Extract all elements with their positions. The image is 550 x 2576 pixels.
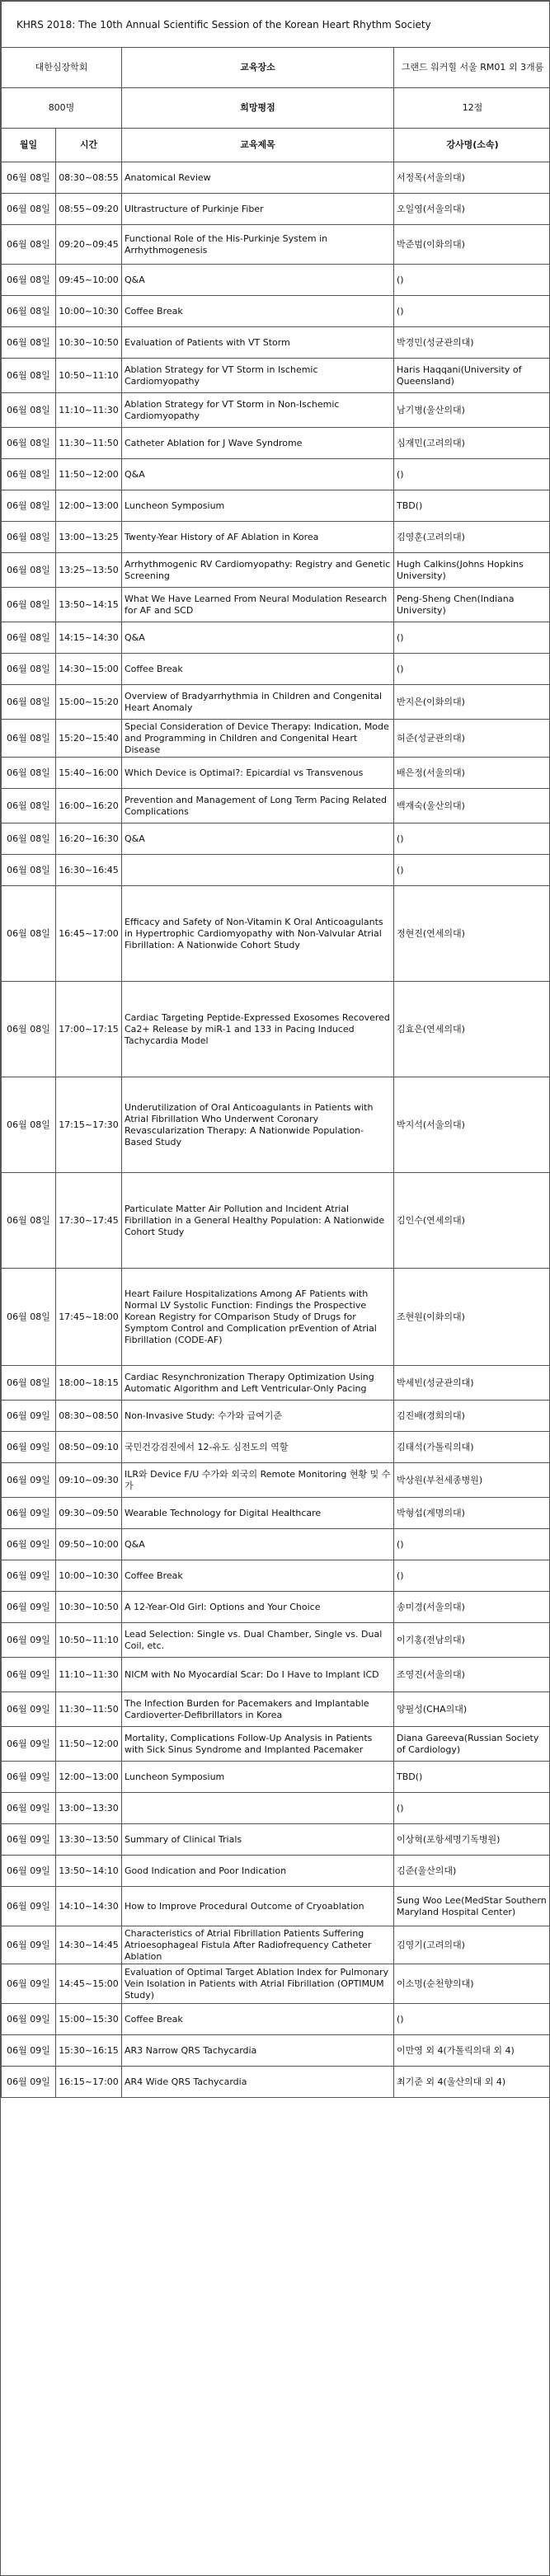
table-row bbox=[2, 1560, 550, 1592]
table-row bbox=[2, 1793, 550, 1824]
row-title: Mortality, Complications Follow-Up Analysis in Patients with Sick Sinus Syndrome and Implanted Pacemaker bbox=[122, 1727, 394, 1762]
row-date: 06월 08일 bbox=[2, 588, 56, 622]
table-row bbox=[2, 1658, 550, 1692]
row-title: Evaluation of Optimal Target Ablation Index for Pulmonary Vein Isolation in Patients with Atrial Fibrillation (OPTIMUM Study) bbox=[122, 1964, 394, 2004]
row-time: 16:30~16:45 bbox=[56, 855, 122, 886]
table-row bbox=[2, 522, 550, 553]
row-title: Overview of Bradyarrhythmia in Children and Congenital Heart Anomaly bbox=[122, 685, 394, 720]
row-time: 10:30~10:50 bbox=[56, 327, 122, 359]
table-row bbox=[2, 1077, 550, 1173]
row-title: Cardiac Resynchronization Therapy Optimization Using Automatic Algorithm and Left Ventricular-Only Pacing bbox=[122, 1366, 394, 1401]
table-row bbox=[2, 428, 550, 459]
row-speaker: () bbox=[394, 1529, 550, 1560]
row-date: 06월 09일 bbox=[2, 2067, 56, 2098]
table-row bbox=[2, 162, 550, 194]
row-speaker: 서정목(서울의대) bbox=[394, 162, 550, 194]
row-title: Lead Selection: Single vs. Dual Chamber, Single vs. Dual Coil, etc. bbox=[122, 1623, 394, 1658]
table-row bbox=[2, 1173, 550, 1269]
row-speaker: 박상원(부천세종병원) bbox=[394, 1463, 550, 1498]
row-date: 06월 09일 bbox=[2, 1592, 56, 1623]
table-row bbox=[2, 2067, 550, 2098]
row-date: 06월 08일 bbox=[2, 685, 56, 720]
row-time: 14:10~14:30 bbox=[56, 1887, 122, 1926]
row-date: 06월 08일 bbox=[2, 490, 56, 522]
row-time: 16:20~16:30 bbox=[56, 823, 122, 855]
table-row bbox=[2, 1887, 550, 1926]
row-title bbox=[122, 855, 394, 886]
row-speaker: 이상혁(포항세명기독병원) bbox=[394, 1824, 550, 1856]
row-date: 06월 08일 bbox=[2, 522, 56, 553]
table-row bbox=[2, 855, 550, 886]
row-speaker: () bbox=[394, 296, 550, 327]
row-speaker: 허준(성균관의대) bbox=[394, 720, 550, 758]
row-date: 06월 09일 bbox=[2, 1762, 56, 1793]
table-row bbox=[2, 622, 550, 654]
row-date: 06월 09일 bbox=[2, 2004, 56, 2035]
table-row bbox=[2, 490, 550, 522]
row-date: 06월 08일 bbox=[2, 296, 56, 327]
row-date: 06월 08일 bbox=[2, 654, 56, 685]
row-speaker: () bbox=[394, 265, 550, 296]
row-date: 06월 08일 bbox=[2, 982, 56, 1077]
row-speaker: 이기홍(전남의대) bbox=[394, 1623, 550, 1658]
row-date: 06월 08일 bbox=[2, 265, 56, 296]
row-date: 06월 08일 bbox=[2, 459, 56, 490]
table-row bbox=[2, 393, 550, 428]
table-row bbox=[2, 296, 550, 327]
row-time: 11:10~11:30 bbox=[56, 393, 122, 428]
row-speaker: () bbox=[394, 654, 550, 685]
row-title: Special Consideration of Device Therapy: Indication, Mode and Programming in Children and Congenital Heart Disease bbox=[122, 720, 394, 758]
row-title: Q&A bbox=[122, 1529, 394, 1560]
row-title: Anatomical Review bbox=[122, 162, 394, 194]
row-title: Functional Role of the His-Purkinje System in Arrhythmogenesis bbox=[122, 225, 394, 265]
row-time: 16:45~17:00 bbox=[56, 886, 122, 982]
row-speaker: () bbox=[394, 459, 550, 490]
row-title: Coffee Break bbox=[122, 1560, 394, 1592]
row-speaker: 남기병(울산의대) bbox=[394, 393, 550, 428]
row-speaker: () bbox=[394, 2004, 550, 2035]
row-time: 17:15~17:30 bbox=[56, 1077, 122, 1173]
row-time: 13:50~14:10 bbox=[56, 1856, 122, 1887]
row-time: 15:00~15:20 bbox=[56, 685, 122, 720]
row-time: 14:30~15:00 bbox=[56, 654, 122, 685]
row-time: 18:00~18:15 bbox=[56, 1366, 122, 1401]
row-speaker: 양필성(CHA의대) bbox=[394, 1692, 550, 1727]
row-time: 12:00~13:00 bbox=[56, 490, 122, 522]
row-title: Ultrastructure of Purkinje Fiber bbox=[122, 194, 394, 225]
row-time: 08:50~09:10 bbox=[56, 1432, 122, 1463]
table-row bbox=[2, 225, 550, 265]
table-row bbox=[2, 823, 550, 855]
table-row bbox=[2, 359, 550, 393]
table-row bbox=[2, 654, 550, 685]
table-row bbox=[2, 685, 550, 720]
event-title: KHRS 2018: The 10th Annual Scientific Session of the Korean Heart Rhythm Society bbox=[2, 2, 550, 48]
row-speaker: () bbox=[394, 1793, 550, 1824]
row-date: 06월 08일 bbox=[2, 1077, 56, 1173]
row-speaker: Diana Gareeva(Russian Society of Cardiology) bbox=[394, 1727, 550, 1762]
row-speaker: 심재민(고려의대) bbox=[394, 428, 550, 459]
row-time: 14:45~15:00 bbox=[56, 1964, 122, 2004]
row-speaker: 송미경(서울의대) bbox=[394, 1592, 550, 1623]
table-row bbox=[2, 1592, 550, 1623]
col-time: 시간 bbox=[56, 129, 122, 162]
table-row bbox=[2, 1856, 550, 1887]
row-speaker: TBD() bbox=[394, 490, 550, 522]
row-date: 06월 09일 bbox=[2, 1727, 56, 1762]
row-title: Twenty-Year History of AF Ablation in Korea bbox=[122, 522, 394, 553]
row-title: Good Indication and Poor Indication bbox=[122, 1856, 394, 1887]
row-speaker: 김효은(연세의대) bbox=[394, 982, 550, 1077]
row-date: 06월 08일 bbox=[2, 162, 56, 194]
venue-label: 교육장소 bbox=[122, 48, 394, 88]
row-date: 06월 08일 bbox=[2, 886, 56, 982]
row-time: 15:20~15:40 bbox=[56, 720, 122, 758]
row-date: 06월 08일 bbox=[2, 855, 56, 886]
row-time: 14:30~14:45 bbox=[56, 1926, 122, 1964]
row-speaker: Hugh Calkins(Johns Hopkins University) bbox=[394, 553, 550, 588]
row-time: 13:25~13:50 bbox=[56, 553, 122, 588]
row-time: 13:00~13:30 bbox=[56, 1793, 122, 1824]
table-row bbox=[2, 1762, 550, 1793]
row-title bbox=[122, 1793, 394, 1824]
title-row bbox=[2, 2, 550, 48]
row-time: 10:30~10:50 bbox=[56, 1592, 122, 1623]
row-date: 06월 08일 bbox=[2, 622, 56, 654]
row-date: 06월 08일 bbox=[2, 194, 56, 225]
row-time: 16:00~16:20 bbox=[56, 789, 122, 823]
row-date: 06월 09일 bbox=[2, 1887, 56, 1926]
row-time: 17:00~17:15 bbox=[56, 982, 122, 1077]
table-row bbox=[2, 459, 550, 490]
row-speaker: 백재숙(울산의대) bbox=[394, 789, 550, 823]
row-date: 06월 09일 bbox=[2, 1824, 56, 1856]
row-title: How to Improve Procedural Outcome of Cryoablation bbox=[122, 1887, 394, 1926]
row-time: 17:45~18:00 bbox=[56, 1269, 122, 1366]
table-row bbox=[2, 720, 550, 758]
row-speaker: 박지석(서울의대) bbox=[394, 1077, 550, 1173]
row-speaker: Haris Haqqani(University of Queensland) bbox=[394, 359, 550, 393]
row-date: 06월 09일 bbox=[2, 2035, 56, 2067]
row-time: 15:30~16:15 bbox=[56, 2035, 122, 2067]
col-title: 교육제목 bbox=[122, 129, 394, 162]
table-row bbox=[2, 1366, 550, 1401]
row-date: 06월 09일 bbox=[2, 1926, 56, 1964]
row-title: Catheter Ablation for J Wave Syndrome bbox=[122, 428, 394, 459]
table-row bbox=[2, 1824, 550, 1856]
row-date: 06월 08일 bbox=[2, 393, 56, 428]
row-title: The Infection Burden for Pacemakers and Implantable Cardioverter-Defibrillators in Korea bbox=[122, 1692, 394, 1727]
row-speaker: 이소명(순천향의대) bbox=[394, 1964, 550, 2004]
row-title: ILR와 Device F/U 수가와 외국의 Remote Monitoring 현황 및 수가 bbox=[122, 1463, 394, 1498]
row-speaker: 김인수(연세의대) bbox=[394, 1173, 550, 1269]
row-time: 08:30~08:55 bbox=[56, 162, 122, 194]
row-title: What We Have Learned From Neural Modulation Research for AF and SCD bbox=[122, 588, 394, 622]
info-row-venue bbox=[2, 48, 550, 88]
row-date: 06월 08일 bbox=[2, 327, 56, 359]
row-date: 06월 08일 bbox=[2, 1173, 56, 1269]
row-title: Coffee Break bbox=[122, 296, 394, 327]
col-date: 월일 bbox=[2, 129, 56, 162]
row-title: Non-Invasive Study: 수가와 급여기준 bbox=[122, 1401, 394, 1432]
row-date: 06월 09일 bbox=[2, 1560, 56, 1592]
row-title: Heart Failure Hospitalizations Among AF Patients with Normal LV Systolic Function: Findings the Prospective Korean Registry for COmparison Study of Drugs for Symptom Control and Complication prEvention of Atrial Fibrillation (CODE-AF) bbox=[122, 1269, 394, 1366]
row-title: Luncheon Symposium bbox=[122, 1762, 394, 1793]
row-date: 06월 09일 bbox=[2, 1432, 56, 1463]
table-row bbox=[2, 1498, 550, 1529]
table-row bbox=[2, 194, 550, 225]
row-date: 06월 08일 bbox=[2, 823, 56, 855]
row-speaker: 김영기(고려의대) bbox=[394, 1926, 550, 1964]
row-title: Ablation Strategy for VT Storm in Ischemic Cardiomyopathy bbox=[122, 359, 394, 393]
row-time: 09:20~09:45 bbox=[56, 225, 122, 265]
row-title: Underutilization of Oral Anticoagulants in Patients with Atrial Fibrillation Who Underwent Coronary Revascularization Therapy: A Nationwide Population-Based Study bbox=[122, 1077, 394, 1173]
table-row bbox=[2, 265, 550, 296]
row-time: 13:50~14:15 bbox=[56, 588, 122, 622]
row-speaker: () bbox=[394, 1560, 550, 1592]
row-title: Luncheon Symposium bbox=[122, 490, 394, 522]
row-speaker: 이만영 외 4(가톨릭의대 외 4) bbox=[394, 2035, 550, 2067]
row-title: Q&A bbox=[122, 622, 394, 654]
row-title: NICM with No Myocardial Scar: Do I Have to Implant ICD bbox=[122, 1658, 394, 1692]
row-title: 국민건강검진에서 12-유도 심전도의 역할 bbox=[122, 1432, 394, 1463]
column-header-row bbox=[2, 129, 550, 162]
table-row bbox=[2, 1692, 550, 1727]
row-date: 06월 08일 bbox=[2, 553, 56, 588]
table-row bbox=[2, 2035, 550, 2067]
points-label: 희망평점 bbox=[122, 88, 394, 129]
row-time: 14:15~14:30 bbox=[56, 622, 122, 654]
row-time: 10:50~11:10 bbox=[56, 1623, 122, 1658]
row-date: 06월 09일 bbox=[2, 1964, 56, 2004]
row-title: AR4 Wide QRS Tachycardia bbox=[122, 2067, 394, 2098]
row-speaker: () bbox=[394, 622, 550, 654]
table-row bbox=[2, 588, 550, 622]
row-speaker: 김진배(경희의대) bbox=[394, 1401, 550, 1432]
table-row bbox=[2, 2004, 550, 2035]
row-time: 11:50~12:00 bbox=[56, 1727, 122, 1762]
row-title: Wearable Technology for Digital Healthcare bbox=[122, 1498, 394, 1529]
table-row bbox=[2, 1529, 550, 1560]
row-date: 06월 08일 bbox=[2, 359, 56, 393]
table-row bbox=[2, 886, 550, 982]
row-speaker: 김태석(가톨릭의대) bbox=[394, 1432, 550, 1463]
row-time: 09:10~09:30 bbox=[56, 1463, 122, 1498]
table-row bbox=[2, 1463, 550, 1498]
table-row bbox=[2, 789, 550, 823]
schedule-table bbox=[1, 1, 550, 2098]
row-speaker: 박형섭(계명의대) bbox=[394, 1498, 550, 1529]
table-row bbox=[2, 1401, 550, 1432]
row-speaker: () bbox=[394, 855, 550, 886]
organizer: 대한심장학회 bbox=[2, 48, 122, 88]
table-row bbox=[2, 1727, 550, 1762]
table-row bbox=[2, 1623, 550, 1658]
row-speaker: () bbox=[394, 823, 550, 855]
table-row bbox=[2, 1964, 550, 2004]
table-row bbox=[2, 1432, 550, 1463]
row-date: 06월 09일 bbox=[2, 1463, 56, 1498]
row-speaker: 김영훈(고려의대) bbox=[394, 522, 550, 553]
row-speaker: Peng-Sheng Chen(Indiana University) bbox=[394, 588, 550, 622]
row-time: 09:45~10:00 bbox=[56, 265, 122, 296]
row-time: 10:00~10:30 bbox=[56, 296, 122, 327]
row-title: Coffee Break bbox=[122, 654, 394, 685]
row-title: A 12-Year-Old Girl: Options and Your Choice bbox=[122, 1592, 394, 1623]
venue-value: 그랜드 워커힐 서울 RM01 외 3개룸 bbox=[394, 48, 550, 88]
points-value: 12점 bbox=[394, 88, 550, 129]
row-title: Characteristics of Atrial Fibrillation Patients Suffering Atrioesophageal Fistula After Radiofrequency Catheter Ablation bbox=[122, 1926, 394, 1964]
row-date: 06월 09일 bbox=[2, 1401, 56, 1432]
row-date: 06월 09일 bbox=[2, 1529, 56, 1560]
table-row bbox=[2, 982, 550, 1077]
row-date: 06월 09일 bbox=[2, 1793, 56, 1824]
row-time: 08:30~08:50 bbox=[56, 1401, 122, 1432]
row-date: 06월 08일 bbox=[2, 758, 56, 789]
table-row bbox=[2, 553, 550, 588]
row-date: 06월 08일 bbox=[2, 789, 56, 823]
table-row bbox=[2, 327, 550, 359]
row-speaker: 박세빈(성균관의대) bbox=[394, 1366, 550, 1401]
row-time: 13:00~13:25 bbox=[56, 522, 122, 553]
row-time: 11:30~11:50 bbox=[56, 428, 122, 459]
row-time: 15:40~16:00 bbox=[56, 758, 122, 789]
session-rows bbox=[2, 162, 550, 2098]
row-title: Ablation Strategy for VT Storm in Non-Ischemic Cardiomyopathy bbox=[122, 393, 394, 428]
row-title: Particulate Matter Air Pollution and Incident Atrial Fibrillation in a General Healthy Population: A Nationwide Cohort Study bbox=[122, 1173, 394, 1269]
row-title: Q&A bbox=[122, 459, 394, 490]
row-date: 06월 08일 bbox=[2, 720, 56, 758]
row-speaker: 박준범(이화의대) bbox=[394, 225, 550, 265]
row-time: 17:30~17:45 bbox=[56, 1173, 122, 1269]
row-time: 11:30~11:50 bbox=[56, 1692, 122, 1727]
row-time: 10:50~11:10 bbox=[56, 359, 122, 393]
col-speaker: 강사명(소속) bbox=[394, 129, 550, 162]
row-time: 09:50~10:00 bbox=[56, 1529, 122, 1560]
row-date: 06월 08일 bbox=[2, 1269, 56, 1366]
row-date: 06월 08일 bbox=[2, 428, 56, 459]
row-speaker: TBD() bbox=[394, 1762, 550, 1793]
row-date: 06월 09일 bbox=[2, 1623, 56, 1658]
table-row bbox=[2, 1926, 550, 1964]
row-time: 09:30~09:50 bbox=[56, 1498, 122, 1529]
row-title: Evaluation of Patients with VT Storm bbox=[122, 327, 394, 359]
row-time: 13:30~13:50 bbox=[56, 1824, 122, 1856]
row-speaker: 최기준 외 4(울산의대 외 4) bbox=[394, 2067, 550, 2098]
row-title: Summary of Clinical Trials bbox=[122, 1824, 394, 1856]
row-speaker: 조영진(서울의대) bbox=[394, 1658, 550, 1692]
row-speaker: 조현원(이화의대) bbox=[394, 1269, 550, 1366]
row-time: 08:55~09:20 bbox=[56, 194, 122, 225]
row-speaker: 김준(울산의대) bbox=[394, 1856, 550, 1887]
row-date: 06월 08일 bbox=[2, 1366, 56, 1401]
row-speaker: 배은정(서울의대) bbox=[394, 758, 550, 789]
row-title: Q&A bbox=[122, 265, 394, 296]
row-speaker: 박경민(성균관의대) bbox=[394, 327, 550, 359]
row-date: 06월 09일 bbox=[2, 1692, 56, 1727]
row-title: Q&A bbox=[122, 823, 394, 855]
row-time: 15:00~15:30 bbox=[56, 2004, 122, 2035]
row-time: 12:00~13:00 bbox=[56, 1762, 122, 1793]
row-title: Cardiac Targeting Peptide-Expressed Exosomes Recovered Ca2+ Release by miR-1 and 133 in Pacing Induced Tachycardia Model bbox=[122, 982, 394, 1077]
row-speaker: 정현진(연세의대) bbox=[394, 886, 550, 982]
table-row bbox=[2, 1269, 550, 1366]
row-title: Coffee Break bbox=[122, 2004, 394, 2035]
row-date: 06월 09일 bbox=[2, 1658, 56, 1692]
info-row-points bbox=[2, 88, 550, 129]
row-title: AR3 Narrow QRS Tachycardia bbox=[122, 2035, 394, 2067]
table-row bbox=[2, 758, 550, 789]
row-time: 11:50~12:00 bbox=[56, 459, 122, 490]
row-speaker: 반지은(이화의대) bbox=[394, 685, 550, 720]
row-title: Arrhythmogenic RV Cardiomyopathy: Registry and Genetic Screening bbox=[122, 553, 394, 588]
row-title: Prevention and Management of Long Term Pacing Related Complications bbox=[122, 789, 394, 823]
row-title: Which Device is Optimal?: Epicardial vs Transvenous bbox=[122, 758, 394, 789]
row-title: Efficacy and Safety of Non-Vitamin K Oral Anticoagulants in Hypertrophic Cardiomyopathy with Non-Valvular Atrial Fibrillation: A Nationwide Cohort Study bbox=[122, 886, 394, 982]
row-time: 11:10~11:30 bbox=[56, 1658, 122, 1692]
row-date: 06월 08일 bbox=[2, 225, 56, 265]
row-date: 06월 09일 bbox=[2, 1856, 56, 1887]
capacity: 800명 bbox=[2, 88, 122, 129]
row-date: 06월 09일 bbox=[2, 1498, 56, 1529]
row-time: 10:00~10:30 bbox=[56, 1560, 122, 1592]
row-speaker: Sung Woo Lee(MedStar Southern Maryland Hospital Center) bbox=[394, 1887, 550, 1926]
row-speaker: 오일영(서울의대) bbox=[394, 194, 550, 225]
row-time: 16:15~17:00 bbox=[56, 2067, 122, 2098]
